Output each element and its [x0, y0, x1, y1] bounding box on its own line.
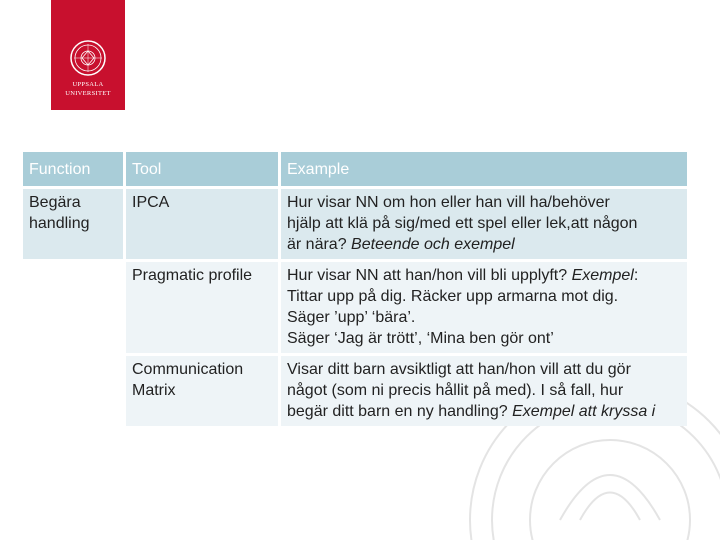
example-italic: Exempel: [571, 267, 634, 284]
table-row: [23, 189, 687, 259]
example-line: hjälp att klä på sig/med ett spel eller lek,att någon: [287, 215, 638, 232]
logo-text-line2: UNIVERSITET: [65, 90, 111, 97]
logo-text-line1: UPPSALA: [72, 81, 104, 88]
example-line: något (som ni precis hållit på med). I så fall, hur: [287, 382, 624, 399]
cell-function-empty: [23, 356, 123, 426]
cell-example: [281, 356, 687, 426]
cell-function-empty: [23, 262, 123, 353]
university-seal-icon: [51, 0, 125, 90]
example-line: Tittar upp på dig. Räcker upp armarna mot dig.: [287, 288, 619, 305]
table-header-row: [23, 152, 687, 186]
function-tool-table: [20, 149, 690, 429]
example-line-with-italic: är nära? Beteende och exempel: [287, 236, 515, 253]
cell-tool: Communication Matrix: [126, 356, 278, 426]
cell-example: [281, 262, 687, 353]
uppsala-university-logo: [51, 0, 125, 110]
header-tool: Tool: [126, 152, 278, 186]
header-example: Example: [281, 152, 687, 186]
example-line: Visar ditt barn avsiktligt att han/hon vill att du gör: [287, 361, 631, 378]
example-line: Hur visar NN om hon eller han vill ha/behöver: [287, 194, 610, 211]
header-function: Function: [23, 152, 123, 186]
example-italic: Exempel att kryssa i: [512, 403, 656, 420]
cell-tool: Pragmatic profile: [126, 262, 278, 353]
example-italic: Beteende och exempel: [351, 236, 515, 253]
example-line: Säger ’upp’ ‘bära’.: [287, 309, 416, 326]
example-line-with-italic: Hur visar NN att han/hon vill bli upplyft? Exempel:: [287, 267, 639, 284]
cell-example: [281, 189, 687, 259]
example-line-with-italic: begär ditt barn en ny handling? Exempel att kryssa i: [287, 403, 656, 420]
cell-function: Begära handling: [23, 189, 123, 259]
table-row: [23, 356, 687, 426]
example-line: Säger ‘Jag är trött’, ‘Mina ben gör ont’: [287, 330, 554, 347]
cell-tool: IPCA: [126, 189, 278, 259]
table-row: [23, 262, 687, 353]
